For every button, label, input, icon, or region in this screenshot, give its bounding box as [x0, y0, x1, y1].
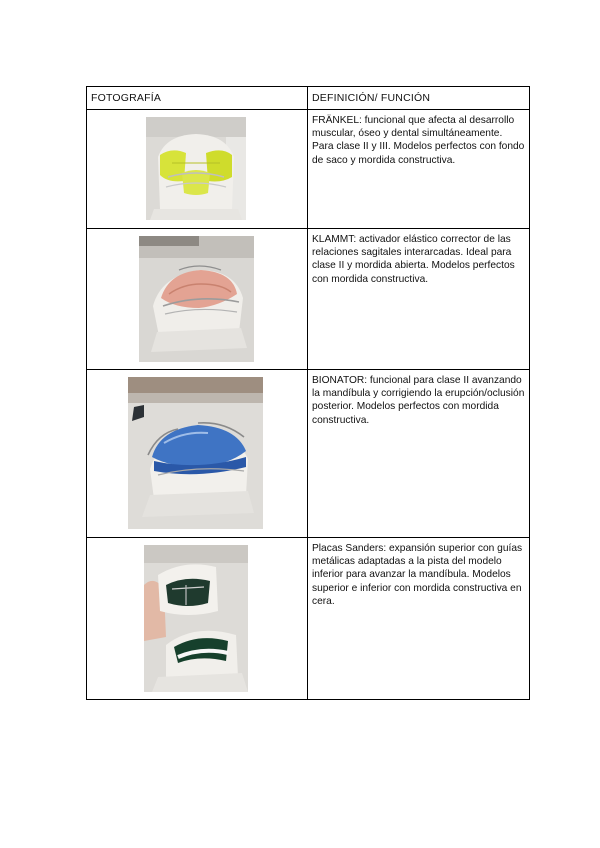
definition-cell: Placas Sanders: expansión superior con guías metálicas adaptadas a la pista del modelo inferior para avanzar la mandíbula. Modelos superior e inferior con mordida constructiva en cera.: [308, 538, 530, 700]
table-header-row: [87, 87, 530, 110]
table-row: [87, 110, 530, 229]
header-photo: FOTOGRAFÍA: [87, 87, 308, 110]
bionator-appliance-photo: [128, 377, 263, 529]
photo-cell: [87, 110, 308, 229]
klammt-appliance-photo: [139, 236, 254, 362]
definition-cell: BIONATOR: funcional para clase II avanzando la mandíbula y corrigiendo la erupción/oclusión posterior. Modelos perfectos con mordida constructiva.: [308, 370, 530, 538]
definition-cell: FRÄNKEL: funcional que afecta al desarrollo muscular, óseo y dental simultáneamente. Para clase II y III. Modelos perfectos con fondo de saco y mordida constructiva.: [308, 110, 530, 229]
definition-cell: KLAMMT: activador elástico corrector de las relaciones sagitales interarcadas. Ideal para clase II y mordida abierta. Modelos perfectos con mordida constructiva.: [308, 229, 530, 370]
photo-cell: [87, 538, 308, 700]
table-row: [87, 538, 530, 700]
table-row: [87, 370, 530, 538]
table-row: [87, 229, 530, 370]
header-definition: DEFINICIÓN/ FUNCIÓN: [308, 87, 530, 110]
appliance-table: [86, 86, 530, 700]
fraenkel-appliance-photo: [146, 117, 246, 220]
photo-cell: [87, 229, 308, 370]
sanders-plates-photo: [144, 545, 248, 692]
photo-cell: [87, 370, 308, 538]
